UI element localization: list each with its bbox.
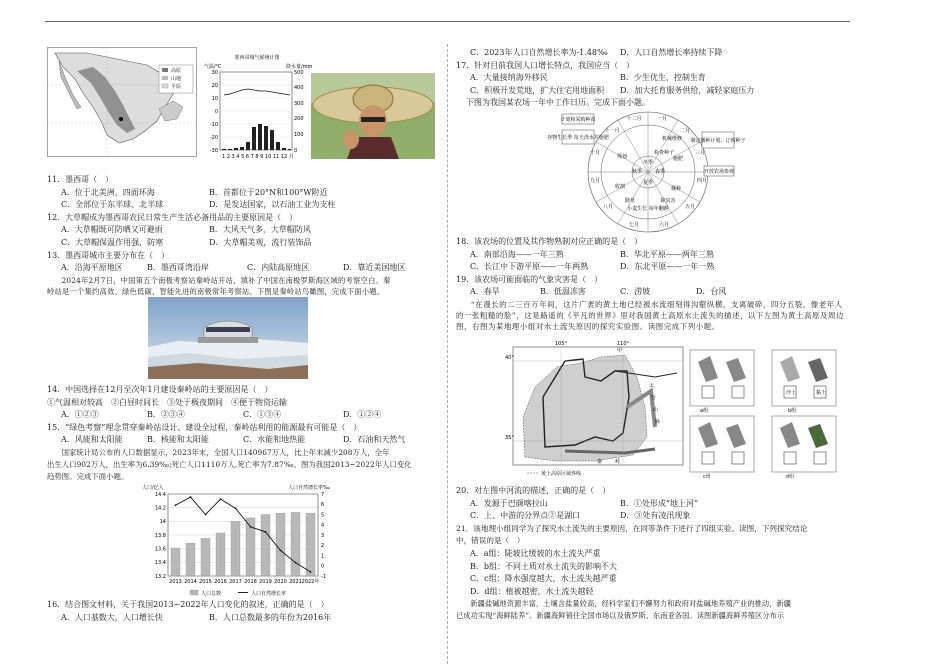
place-label: 行 (651, 395, 657, 401)
q12-option-c[interactable]: C．大草帽保温作用强，防寒 (61, 237, 164, 247)
pop-category-label: 2021 (289, 579, 302, 585)
lat-label: 35° (505, 435, 514, 441)
right-column-lower (456, 485, 851, 622)
q20-option-c[interactable]: C．上、中游的分界点②是湖口 (470, 511, 581, 521)
sombrero-photo (311, 73, 435, 159)
place-label: 甲 (617, 348, 623, 354)
climate-right-tick: 400 (294, 85, 304, 91)
q18-option-a[interactable]: A．南部沿海——一年三熟 (470, 249, 564, 259)
wheel-inner-label: 秋季 (631, 169, 643, 175)
q19-option-c[interactable]: C．涝坡 (620, 287, 651, 297)
climate-right-tick: 0 (294, 148, 298, 154)
q13-option-c[interactable]: C．内陆高原地区 (247, 263, 310, 273)
pop-growth-point (265, 531, 267, 533)
pop-bar (186, 543, 195, 576)
q20-option-b[interactable]: B．①处形成“地上河” (620, 498, 699, 508)
q19-option-b[interactable]: B．低温冻害 (540, 287, 586, 297)
question-11: 11．墨西哥（ ） (47, 175, 114, 184)
pop-right-tick: 0 (321, 563, 325, 570)
pop-growth-point (310, 571, 312, 573)
pop-right-tick: 3 (321, 532, 325, 539)
wheel-task: 规划 (616, 154, 628, 160)
pop-left-tick: 13.4 (154, 560, 166, 567)
pop-bar (291, 512, 300, 576)
exp-label: a组 (700, 408, 709, 414)
pop-growth-point (190, 496, 192, 498)
question-15: 15．“绿色考察”理念贯穿秦岭站设计、建设全过程，秦岭站利用的能源最有可能是（ ） (47, 422, 362, 432)
map-legend-label: 平原 (171, 84, 182, 90)
wheel-task: 检查种子 (653, 150, 675, 156)
exp-label: b组 (788, 408, 797, 414)
q20-option-d[interactable]: D．③处有凌汛现象 (620, 511, 691, 521)
climate-left-tick: 20 (211, 83, 218, 89)
erosion-experiments (688, 348, 838, 476)
left-column-lower (47, 599, 442, 624)
right-column-middle (456, 236, 851, 332)
pop-right-tick: 4 (321, 522, 325, 529)
pop-right-tick: 6 (321, 502, 325, 509)
question-12: 12．大草帽成为墨西哥农民日常生产生活必备用品的主要原因是（ ） (47, 212, 298, 222)
pop-bar (306, 513, 315, 576)
question-16: 16．结合图文材料，关于我国2013~2022年人口变化的叙述，正确的是（ ） (47, 600, 329, 609)
pop-left-tick: 14 (159, 519, 166, 526)
climate-right-tick: 500 (294, 70, 304, 76)
pop-category-label: 2013 (169, 579, 182, 585)
pop-growth-point (250, 526, 252, 528)
pop-bar (261, 515, 270, 577)
q18-option-c[interactable]: C．长江中下游平原——一年两熟 (470, 262, 589, 272)
pop-left-tick: 13.8 (154, 532, 166, 539)
exp-soil: 沙土 (786, 390, 797, 396)
climate-left-tick: 0 (214, 109, 218, 115)
q12-option-b[interactable]: B．大风天气多，大草帽防风 (209, 225, 311, 235)
pop-growth-point (235, 507, 237, 509)
pop-right-axis: 人口自然增长率‰ (288, 485, 330, 491)
wheel-task: 小麦生长 每年翻耕 (627, 206, 669, 212)
pop-right-tick: 7 (321, 491, 325, 498)
passage-loess: “在漫长的二三百万年间，这片广袤的黄土地已经被水流细刻得沟壑纵横，支离破碎，四分五裂，像老年人的一张粗糙的脸”，这是路遥的《平凡的世界》里对我国黄土高原水土流失的描述，以下左图为黄土高原及周边图，右图为某地理小组对水土流失原因的探究实验图。读图完成下列小题。 (456, 299, 844, 331)
q17-option-d[interactable]: D．加大托育服务供给，减轻家庭压力 (620, 85, 755, 95)
q17-option-a[interactable]: A．大量接纳海外移民 (470, 73, 548, 83)
wheel-month: 十月 (589, 150, 601, 156)
pop-right-tick: 5 (321, 512, 325, 519)
mexico-map (47, 47, 197, 157)
wheel-box: 计划和采购种苗 (560, 117, 596, 123)
q15-option-b[interactable]: B．核能和太阳能 (147, 435, 209, 445)
farm-intro: 下图为我国某农场一年中工作日历。完成下面小题。 (466, 98, 650, 108)
q15-option-a[interactable]: A．风能和太阳能 (61, 435, 123, 445)
wheel-month: 七月 (628, 222, 640, 228)
wheel-month: 十一月 (604, 128, 620, 134)
wheel-month: 六月 (658, 222, 670, 228)
q12-option-a[interactable]: A．大草帽既可防晒又可避雨 (61, 225, 163, 235)
loess-plateau-map (505, 337, 685, 477)
question-21: 21．该地理小组同学为了探究水土流失的主要原因，在同等条件下进行了四组实验。读图，下列探究结论 中，错误的是（ ） (456, 523, 808, 546)
lon-label: 105° (555, 341, 568, 347)
pop-left-tick: 13.2 (154, 573, 166, 580)
climate-left-tick: -30 (209, 148, 218, 154)
q21-option-d[interactable]: D．d组：植被越密，水土流失越轻 (470, 586, 594, 596)
q19-option-a[interactable]: A．春旱 (470, 287, 500, 297)
pop-category-label: 2019 (259, 579, 272, 585)
wheel-month: 三月 (694, 150, 706, 156)
wheel-month: 四月 (696, 178, 708, 184)
q14-option-c[interactable]: C．①③④ (243, 410, 282, 420)
wheel-inner-label: 收割 (614, 184, 626, 190)
q11-option-c[interactable]: C．全部位于东半球、北半球 (61, 200, 164, 210)
q16-option-d[interactable]: D．人口自然增长率持续下降 (620, 48, 723, 57)
pop-bar (201, 538, 210, 576)
right-column-upper (456, 47, 851, 110)
climate-left-tick: 10 (211, 96, 218, 102)
q21-option-a[interactable]: A．a组：陡坡比缓坡的水土流失严重 (470, 548, 601, 558)
q13-option-d[interactable]: D．靠近美国地区 (343, 263, 406, 273)
header-rule (45, 21, 850, 22)
wheel-month: 八月 (602, 204, 614, 210)
climate-chart-title: 墨西哥城气候统计图 (234, 55, 280, 61)
map-legend-label: 高原 (171, 68, 182, 74)
exp-label: d组 (786, 474, 795, 480)
pop-growth-point (175, 504, 177, 506)
qinling-station-photo (148, 297, 308, 379)
place-label: 山 (653, 407, 659, 413)
climate-right-unit: 降水量/mm (286, 64, 313, 70)
pop-right-tick: -1 (321, 573, 326, 580)
left-column-upper (47, 174, 437, 297)
place-label: 脉 (655, 419, 661, 425)
exp-label: c组 (703, 474, 711, 480)
pop-category-label: 2017 (229, 579, 242, 585)
lon-label: 110° (617, 341, 630, 347)
climate-right-tick: 100 (294, 132, 304, 138)
pop-category-label: 2014 (184, 579, 197, 585)
q15-option-c[interactable]: C．水能和地热能 (243, 435, 306, 445)
q16-option-a[interactable]: A．人口基数大，人口增长快 (61, 612, 163, 622)
wheel-inner-label: 施肥 (672, 156, 684, 162)
place-label: 岭 (615, 459, 621, 465)
q13-option-a[interactable]: A．沿海平原地区 (61, 263, 123, 273)
q18-option-d[interactable]: D．东北平原——一年一熟 (620, 262, 715, 272)
wheel-box: 开放农场参观 (703, 169, 735, 175)
climate-right-tick: 300 (294, 101, 304, 107)
q17-option-b[interactable]: B．少生优生，控制生育 (620, 73, 706, 83)
wheel-task: 机械维修 (661, 136, 683, 142)
q11-option-b[interactable]: B．首都位于20°N和100°W附近 (209, 187, 328, 197)
pop-left-tick: 14.2 (154, 505, 166, 512)
pop-left-tick: 14.4 (154, 491, 166, 498)
q11-option-d[interactable]: D．是发达国家，以石油工业为支柱 (209, 200, 336, 210)
q21-option-c[interactable]: C．c组：降水强度越大，水土流失越严重 (470, 574, 617, 584)
loess-boundary-legend: 黄土高原区域界线 (541, 471, 582, 477)
wheel-inner-label: 播种 (670, 186, 682, 192)
climate-left-tick: -10 (209, 122, 218, 128)
climate-chart (202, 52, 312, 160)
q18-option-b[interactable]: B．华北平原——两年三熟 (620, 249, 714, 259)
pop-left-axis: 人口/亿人 (142, 485, 164, 491)
pop-legend-label: 人口总数 (201, 591, 222, 597)
pop-bar (276, 513, 285, 576)
q14-option-a[interactable]: A．①②③ (61, 410, 99, 420)
wheel-month: 二月 (679, 128, 691, 134)
exp-d-label-wrap (786, 471, 794, 484)
climate-left-unit: 气温/℃ (204, 64, 222, 70)
wheel-box: 制定播种计划、订购种子 (690, 138, 746, 144)
pop-right-tick: 1 (321, 553, 325, 560)
pop-growth-line (176, 497, 311, 572)
passage-xinjiang: 新疆盐碱地资源丰富，土壤含盐量较高，经科学家们不懈努力和政府对盐碱地养殖产业的推动，新疆 已成功实现“海鲜陆养”。新疆海鲜销往全国市场以及俄罗斯、东南亚各国。读图新疆海鲜养殖区分布示 (456, 599, 792, 621)
q20-option-a[interactable]: A．发源于巴颜喀拉山 (470, 498, 548, 508)
passage-population: 国家统计局公布的人口数据显示，2023年末，全国人口140967万人，比上年末减少208万人，全年 出生人口902万人，出生率为6.39‰;死亡人口1110万人,死亡率为7.87‰。图为我国2013~2022年人口变化 趋势图。完成下面小题。 (47, 447, 412, 481)
pop-category-label: 2020 (274, 579, 287, 585)
pop-category-label: 2015 (199, 579, 212, 585)
pop-growth-point (280, 549, 282, 551)
climate-right-tick: 200 (294, 116, 304, 122)
pop-category-label: 2022年 (301, 579, 320, 585)
place-label: 秦 (597, 459, 603, 465)
wheel-task: 除草 (624, 198, 636, 204)
wheel-month: 九月 (589, 178, 601, 184)
question-20: 20．对左图中河流的描述，正确的是（ ） (456, 486, 611, 495)
wheel-inner-label: 夏季 (642, 180, 654, 186)
pop-category-label: 2018 (244, 579, 257, 585)
passage-qinling: 2024年2月7日，中国第五个南极考察站秦岭站开站，填补了中国在南极罗斯海区域的考察空白。秦 岭站是一个集约高效、绿色低碳、智能先进的南极常年考察站。下图是秦岭站鸟瞰图，完成下面小题。 (47, 275, 391, 296)
pop-left-tick: 13.6 (154, 546, 166, 553)
wheel-inner-label: 冬季 (642, 160, 654, 166)
question-17: 17．针对目前我国人口增长特点，我国应当（ ） (456, 60, 635, 70)
q19-option-d[interactable]: D．台风 (696, 287, 727, 297)
q14-option-d[interactable]: D．①②④ (343, 410, 382, 420)
q12-option-d[interactable]: D．大草帽美观，流行装饰品 (209, 237, 312, 247)
q14-option-b[interactable]: B．②③④ (147, 410, 185, 420)
climate-left-tick: -20 (209, 135, 218, 141)
question-19: 19．该农场可能面临的气象灾害是（ ） (456, 274, 603, 284)
wheel-inner-label: 春季 (654, 169, 666, 175)
q11-option-a[interactable]: A．位于北美洲，四面环海 (61, 187, 155, 197)
question-14: 14．中国选择在12月至次年1月建设秦岭站的主要原因是（ ） (47, 385, 273, 394)
map-legend-label: 山地 (171, 76, 182, 82)
lat-label: 40° (505, 355, 514, 361)
exp-c-label-wrap (703, 471, 711, 484)
q21-option-b[interactable]: B．b组：不同土质对水土流失的影响不大 (470, 561, 617, 571)
place-label: 太 (649, 383, 655, 389)
wheel-task: 除虫害 (660, 198, 676, 204)
q14-statements: ①气温相对较高 ②白昼时间长 ③处于极夜期间 ④便于物资运输 (47, 397, 287, 407)
farm-calendar-wheel (547, 110, 746, 234)
pop-growth-point (295, 562, 297, 564)
q16-option-b[interactable]: B．人口总数最多的年份为2016年 (209, 612, 332, 622)
q13-option-b[interactable]: B．墨西哥湾沿岸 (147, 263, 209, 273)
population-chart (138, 480, 348, 600)
climate-left-tick: 30 (211, 70, 218, 76)
pop-bar (231, 521, 240, 576)
pop-growth-point (205, 514, 207, 516)
wheel-month: 十二月 (626, 116, 642, 122)
pop-bar (171, 548, 180, 576)
q17-option-c[interactable]: C．积极开发荒地，扩大住宅用地面积 (470, 85, 605, 95)
wheel-month: 一月 (656, 116, 668, 122)
pop-right-tick: 2 (321, 543, 325, 550)
wheel-month: 五月 (684, 204, 696, 210)
q15-option-d[interactable]: D．石油和天然气 (343, 435, 406, 445)
q16-option-c[interactable]: C．2023年人口自然增长率为-1.48‰ (470, 48, 608, 57)
left-column-middle (47, 384, 442, 483)
climate-months: 1 2 3 4 5 6 7 8 9 10 11 12 月 (222, 154, 294, 160)
pop-legend-label: 人口自然增长率 (251, 591, 287, 597)
exp-soil: 黏土 (816, 390, 827, 396)
pop-category-label: 2016 (214, 579, 227, 585)
column-divider (447, 44, 448, 664)
question-13: 13．墨西哥城市主要分布在（ ） (47, 250, 170, 260)
question-18: 18．该农场的位置及其作物熟制对应正确的是（ ） (456, 237, 643, 246)
wheel-box: 谷物生长季 每天浇水并施肥 (547, 135, 609, 141)
pop-growth-point (220, 498, 222, 500)
pop-bar (216, 533, 225, 576)
